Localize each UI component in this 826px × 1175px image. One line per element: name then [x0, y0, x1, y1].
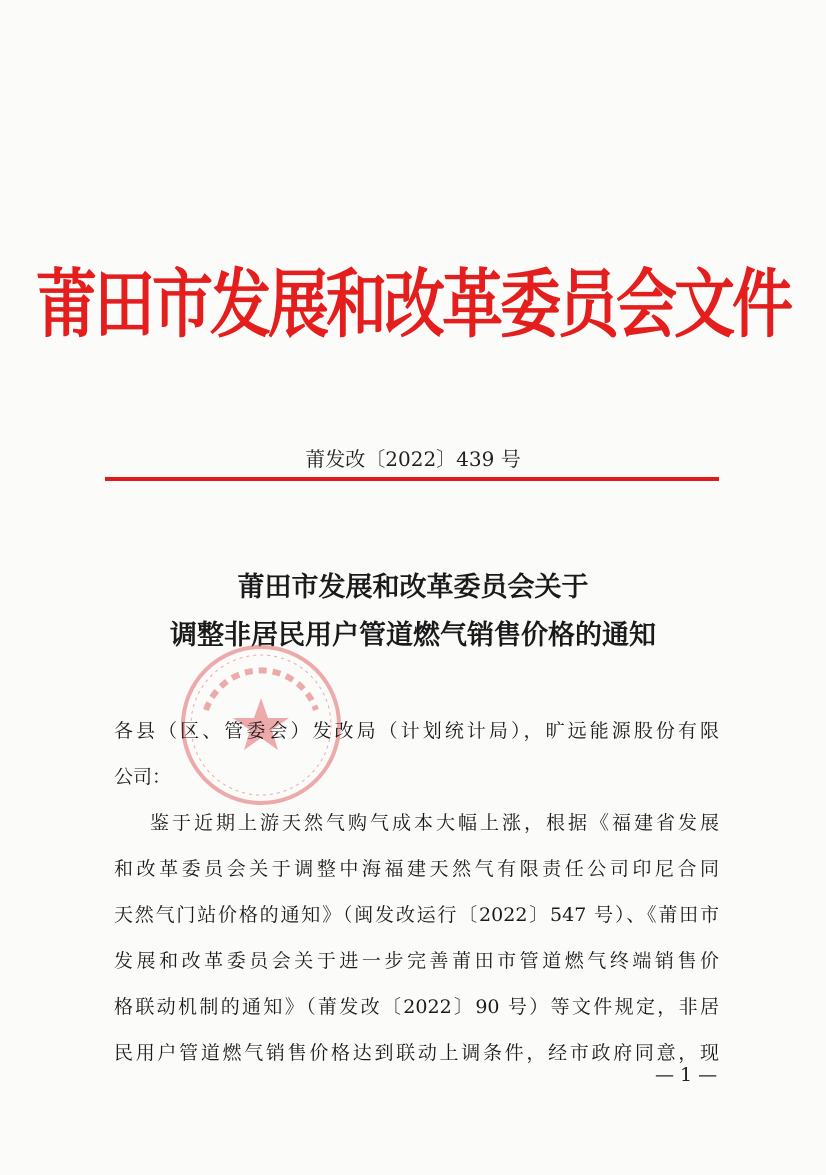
body-line: 各县（区、管委会）发改局（计划统计局），旷远能源股份有限 [114, 720, 719, 742]
body-line: 格联动机制的通知》（莆发改〔2022〕90 号）等文件规定，非居 [114, 996, 719, 1018]
body-line: 天然气门站价格的通知》（闽发改运行〔2022〕547 号）、《莆田市 [114, 904, 719, 926]
notice-title-line-2: 调整非居民用户管道燃气销售价格的通知 [170, 620, 656, 651]
red-divider-line [105, 477, 719, 481]
body-line: 鉴于近期上游天然气购气成本大幅上涨，根据《福建省发展 [150, 812, 719, 834]
body-line: 公司： [114, 766, 172, 788]
body-line: 发展和改革委员会关于进一步完善莆田市管道燃气终端销售价 [114, 950, 719, 972]
page-number: — 1 — [655, 1064, 718, 1086]
body-line: 民用户管道燃气销售价格达到联动上调条件，经市政府同意，现 [114, 1042, 719, 1064]
masthead-title: 莆田市发展和改革委员会文件 [35, 261, 790, 349]
document-number: 莆发改〔2022〕439 号 [305, 447, 521, 471]
notice-title-line-1: 莆田市发展和改革委员会关于 [237, 572, 589, 603]
body-line: 和改革委员会关于调整中海福建天然气有限责任公司印尼合同 [114, 858, 719, 880]
